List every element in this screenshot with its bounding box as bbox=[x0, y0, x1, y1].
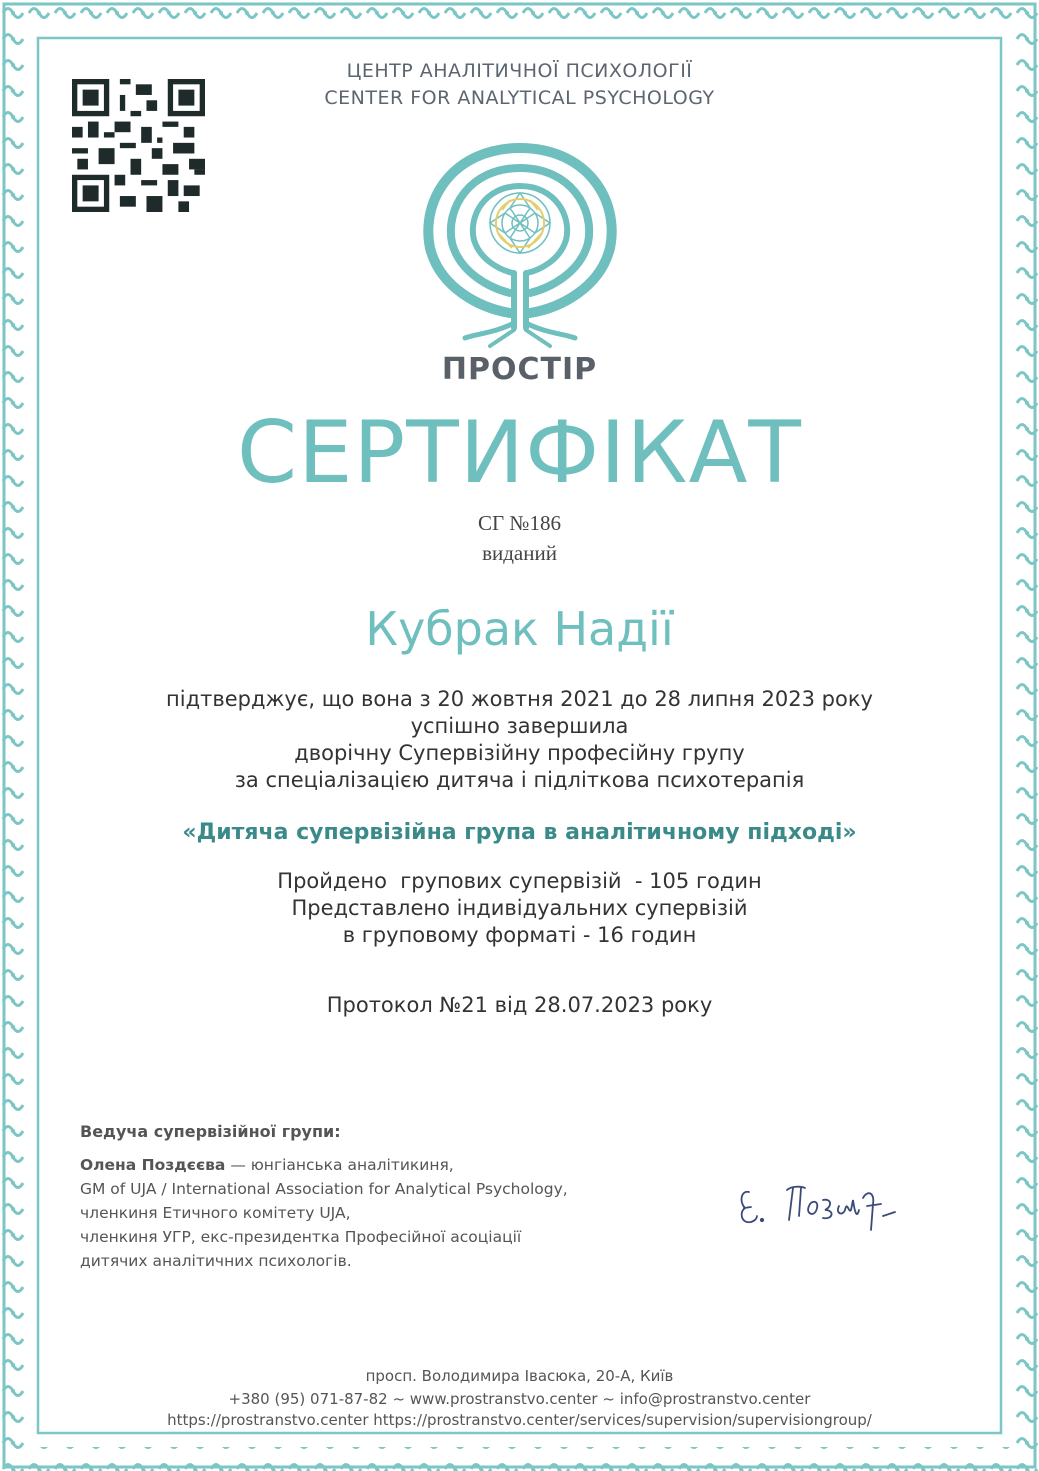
leader-heading: Ведуча супервізійної групи: bbox=[80, 1122, 341, 1141]
leader-line-1 bbox=[80, 1153, 700, 1177]
brand-name: ПРОСТІР bbox=[441, 352, 598, 387]
footer-contacts: +380 (95) 071-87-82 ~ www.prostranstvo.center ~ info@prostranstvo.center bbox=[228, 1390, 811, 1408]
footer-address: просп. Володимира Івасюка, 20-А, Київ bbox=[365, 1367, 674, 1385]
certificate-title: СЕРТИФІКАТ bbox=[237, 403, 802, 503]
statement-line-2: успішно завершила bbox=[410, 714, 629, 738]
leader-block bbox=[80, 1122, 700, 1273]
certificate-number: СГ №186 bbox=[478, 511, 561, 535]
issued-label: виданий bbox=[482, 541, 557, 565]
protocol: Протокол №21 від 28.07.2023 року bbox=[326, 993, 713, 1017]
recipient-name: Кубрак Надії bbox=[365, 602, 674, 656]
footer-links: https://prostranstvo.center https://prostranstvo.center/services/supervision/supervisiongroup/ bbox=[167, 1411, 872, 1429]
hours-line-3: в груповому форматі - 16 годин bbox=[342, 923, 697, 947]
leader-line-3: членкиня Етичного комітету UJA, bbox=[80, 1204, 351, 1222]
leader-line-2: GM of UJA / International Association for Analytical Psychology, bbox=[80, 1180, 568, 1198]
statement-line-4: за спеціалізацією дитяча і підліткова психотерапія bbox=[234, 768, 805, 792]
course-title: «Дитяча супервізійна група в аналітичному підході» bbox=[182, 820, 857, 845]
leader-role: — юнгіанська аналітикиня, bbox=[225, 1156, 454, 1174]
leader-line-5: дитячих аналітичних психологів. bbox=[80, 1252, 352, 1270]
signature bbox=[735, 1170, 910, 1240]
org-name-en: CENTER FOR ANALYTICAL PSYCHOLOGY bbox=[324, 87, 715, 109]
leader-line-4: членкиня УГР, екс-президентка Професійної асоціації bbox=[80, 1228, 522, 1246]
hours-line-1: Пройдено групових супервізій - 105 годин bbox=[277, 869, 762, 893]
statement-line-3: дворічну Супервізійну професійну групу bbox=[294, 741, 745, 765]
tree-mandala-logo bbox=[410, 138, 630, 350]
org-name-ua: ЦЕНТР АНАЛІТИЧНОЇ ПСИХОЛОГІЇ bbox=[346, 60, 693, 82]
leader-name: Олена Поздєєва bbox=[80, 1156, 226, 1174]
statement-line-1: підтверджує, що вона з 20 жовтня 2021 до 28 липня 2023 року bbox=[166, 687, 873, 711]
hours-line-2: Представлено індивідуальних супервізій bbox=[291, 896, 748, 920]
